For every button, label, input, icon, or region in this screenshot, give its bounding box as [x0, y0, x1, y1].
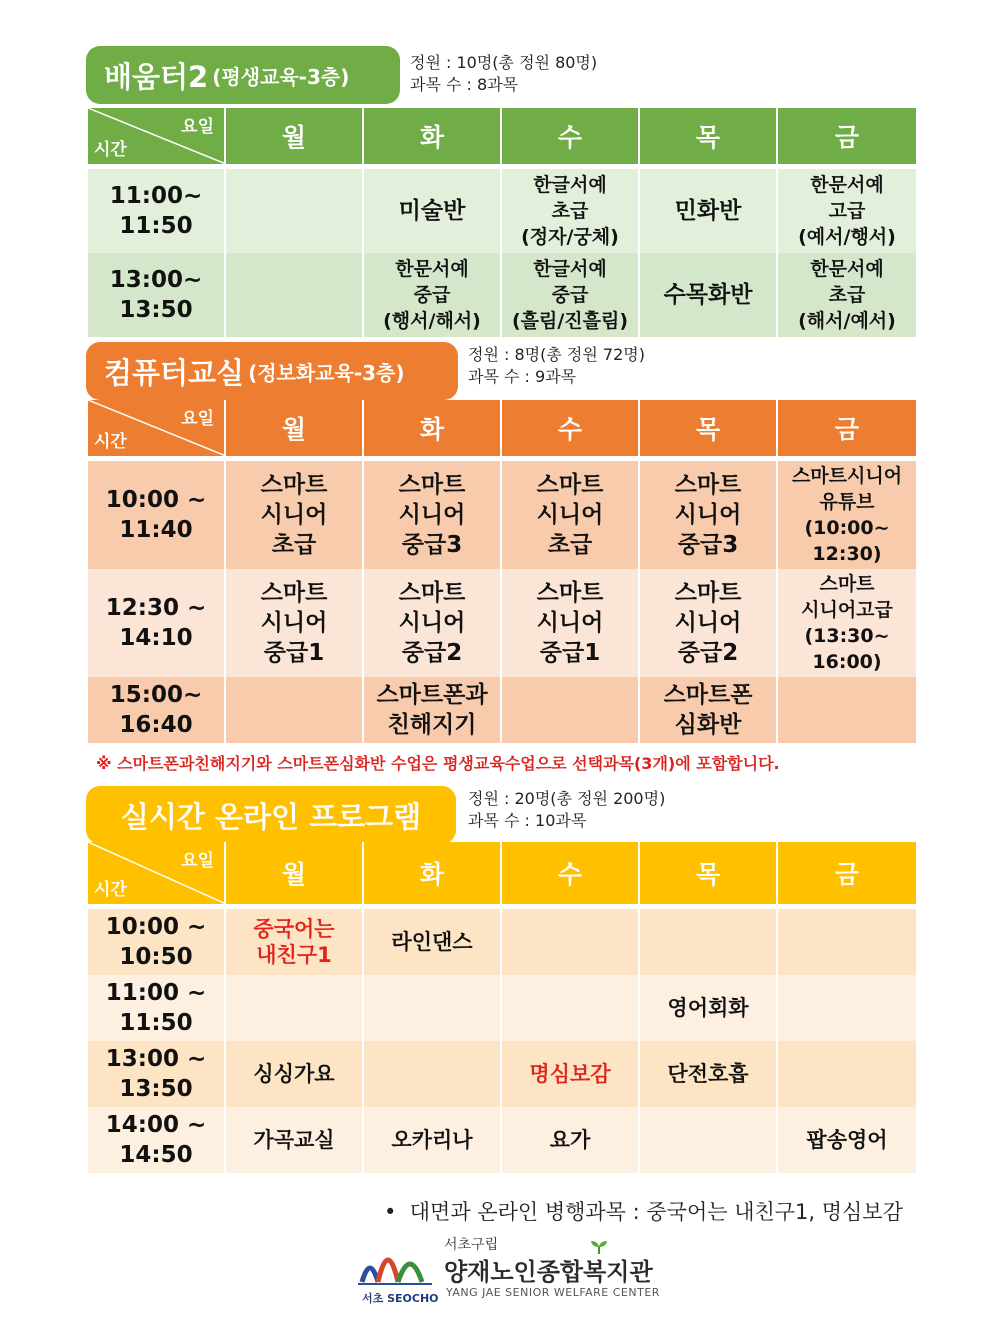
time-cell [87, 677, 225, 743]
schedule-row [87, 677, 917, 743]
smartphone-course-note: ※ 스마트폰과친해지기와 스마트폰심화반 수업은 평생교육수업으로 선택과목(3개)에 포함합니다. [96, 754, 780, 773]
course-cell [639, 1107, 777, 1173]
schedule-row [87, 1107, 917, 1173]
course-cell: 한글서예 중급 (흘림/진흘림) [501, 253, 639, 337]
corner-time-label: 시간 [94, 432, 127, 452]
day-header: 수 [501, 108, 639, 164]
course-cell: 오카리나 [363, 1107, 501, 1173]
section-info [468, 788, 665, 832]
schedule-table [86, 108, 918, 337]
course-cell: 스마트 시니어 중급2 [639, 569, 777, 677]
course-cell: 스마트 시니어 초급 [225, 461, 363, 569]
time-end: 11:50 [119, 213, 193, 239]
course-cell: 스마트 시니어 중급1 [501, 569, 639, 677]
course-cell: 요가 [501, 1107, 639, 1173]
day-header: 월 [225, 108, 363, 164]
corner-day-label: 요일 [181, 117, 214, 137]
course-cell: 스마트 시니어 중급2 [363, 569, 501, 677]
course-cell: 팝송영어 [777, 1107, 917, 1173]
course-cell: 한글서예 초급 (정자/궁체) [501, 169, 639, 253]
schedule-row [87, 569, 917, 677]
course-count-text: 과목 수 : 9과목 [468, 367, 577, 386]
day-header: 화 [363, 842, 501, 904]
welfare-center-logo [356, 1232, 660, 1312]
course-cell [225, 253, 363, 337]
logo-district: 서초구립 [444, 1237, 499, 1253]
schedule-table [86, 400, 918, 743]
course-cell: 스마트 시니어고급 (13:30~ 16:00) [777, 569, 917, 677]
corner-time-label: 시간 [94, 140, 127, 160]
schedule-row [87, 1041, 917, 1107]
capacity-text: 정원 : 20명(총 정원 200명) [468, 789, 666, 808]
section-subtitle: (정보화교육-3층) [248, 360, 405, 385]
schedule-row [87, 169, 917, 253]
corner-cell [87, 400, 225, 456]
course-cell: 라인댄스 [363, 909, 501, 975]
course-cell: 스마트 시니어 중급1 [225, 569, 363, 677]
time-end: 10:50 [119, 944, 193, 970]
course-cell: 스마트폰 심화반 [639, 677, 777, 743]
time-end: 14:10 [119, 625, 193, 651]
course-cell [501, 909, 639, 975]
day-header: 화 [363, 400, 501, 456]
course-cell: 스마트 시니어 중급3 [363, 461, 501, 569]
section-title-badge [86, 786, 456, 844]
time-start: 12:30 ~ [105, 595, 207, 621]
time-start: 10:00 ~ [105, 487, 207, 513]
course-cell: 미술반 [363, 169, 501, 253]
bullet-icon: • [384, 1200, 410, 1224]
schedule-row [87, 909, 917, 975]
capacity-text: 정원 : 8명(총 정원 72명) [468, 345, 645, 364]
course-cell [777, 909, 917, 975]
course-cell: 스마트폰과 친해지기 [363, 677, 501, 743]
day-header: 화 [363, 108, 501, 164]
day-header: 수 [501, 400, 639, 456]
course-cell: 싱싱가요 [225, 1041, 363, 1107]
corner-cell [87, 108, 225, 164]
time-cell [87, 975, 225, 1041]
schedule-table [86, 842, 918, 1173]
course-cell [501, 975, 639, 1041]
course-cell [225, 975, 363, 1041]
day-header: 월 [225, 400, 363, 456]
hybrid-course-note [384, 1196, 903, 1226]
course-cell [363, 975, 501, 1041]
course-cell [777, 1041, 917, 1107]
logo-name: 양재노인종합복지관 [444, 1258, 653, 1286]
course-cell: 중국어는 내친구1 [225, 909, 363, 975]
capacity-text: 정원 : 10명(총 정원 80명) [410, 53, 598, 72]
header-row [87, 400, 917, 456]
course-cell: 수목화반 [639, 253, 777, 337]
schedule-row [87, 461, 917, 569]
course-cell [501, 677, 639, 743]
course-cell: 스마트 시니어 초급 [501, 461, 639, 569]
section-title: 실시간 온라인 프로그램 [120, 799, 422, 834]
day-header: 월 [225, 842, 363, 904]
schedule-row [87, 253, 917, 337]
time-start: 13:00 ~ [105, 1046, 207, 1072]
section-title: 컴퓨터교실 [104, 355, 245, 390]
section-info [468, 344, 645, 388]
course-cell: 한문서예 고급 (예서/행서) [777, 169, 917, 253]
course-cell: 영어회화 [639, 975, 777, 1041]
time-cell [87, 253, 225, 337]
course-cell [225, 169, 363, 253]
course-cell: 명심보감 [501, 1041, 639, 1107]
time-cell [87, 909, 225, 975]
section-title-badge [86, 342, 458, 400]
corner-day-label: 요일 [181, 409, 214, 429]
logo-mark-text: 서초 SEOCHO [362, 1292, 439, 1305]
course-cell: 한문서예 중급 (행서/해서) [363, 253, 501, 337]
time-end: 11:40 [119, 517, 193, 543]
logo-english: YANG JAE SENIOR WELFARE CENTER [446, 1286, 660, 1299]
time-start: 14:00 ~ [105, 1112, 207, 1138]
course-cell: 한문서예 초급 (해서/예서) [777, 253, 917, 337]
time-start: 11:00 ~ [105, 980, 207, 1006]
corner-day-label: 요일 [181, 851, 214, 871]
course-cell: 스마트 시니어 중급3 [639, 461, 777, 569]
section-info [410, 52, 597, 96]
time-start: 10:00 ~ [105, 914, 207, 940]
day-header: 목 [639, 842, 777, 904]
course-cell [777, 975, 917, 1041]
section-subtitle: (평생교육-3층) [212, 64, 350, 89]
time-start: 11:00~ [109, 183, 203, 209]
schedule-row [87, 975, 917, 1041]
time-cell [87, 1107, 225, 1173]
day-header: 금 [777, 400, 917, 456]
time-cell [87, 169, 225, 253]
time-start: 15:00~ [109, 682, 203, 708]
time-cell [87, 461, 225, 569]
time-end: 14:50 [119, 1142, 193, 1168]
corner-cell [87, 842, 225, 904]
time-cell [87, 569, 225, 677]
day-header: 수 [501, 842, 639, 904]
course-cell [225, 677, 363, 743]
time-end: 13:50 [119, 1076, 193, 1102]
time-end: 13:50 [119, 297, 193, 323]
course-cell [363, 1041, 501, 1107]
header-row [87, 108, 917, 164]
corner-time-label: 시간 [94, 880, 127, 900]
day-header: 목 [639, 400, 777, 456]
header-row [87, 842, 917, 904]
course-cell: 단전호흡 [639, 1041, 777, 1107]
time-end: 11:50 [119, 1010, 193, 1036]
time-start: 13:00~ [109, 267, 203, 293]
course-count-text: 과목 수 : 8과목 [410, 75, 519, 94]
day-header: 금 [777, 108, 917, 164]
course-cell: 가곡교실 [225, 1107, 363, 1173]
course-cell: 스마트시니어 유튜브 (10:00~ 12:30) [777, 461, 917, 569]
time-cell [87, 1041, 225, 1107]
section-title-badge [86, 46, 400, 104]
course-cell [777, 677, 917, 743]
course-cell: 민화반 [639, 169, 777, 253]
day-header: 목 [639, 108, 777, 164]
course-cell [639, 909, 777, 975]
day-header: 금 [777, 842, 917, 904]
course-count-text: 과목 수 : 10과목 [468, 811, 587, 830]
section-title: 배움터2 [104, 59, 209, 94]
time-end: 16:40 [119, 712, 193, 738]
hybrid-course-text: 대면과 온라인 병행과목 : 중국어는 내친구1, 명심보감 [409, 1200, 903, 1224]
